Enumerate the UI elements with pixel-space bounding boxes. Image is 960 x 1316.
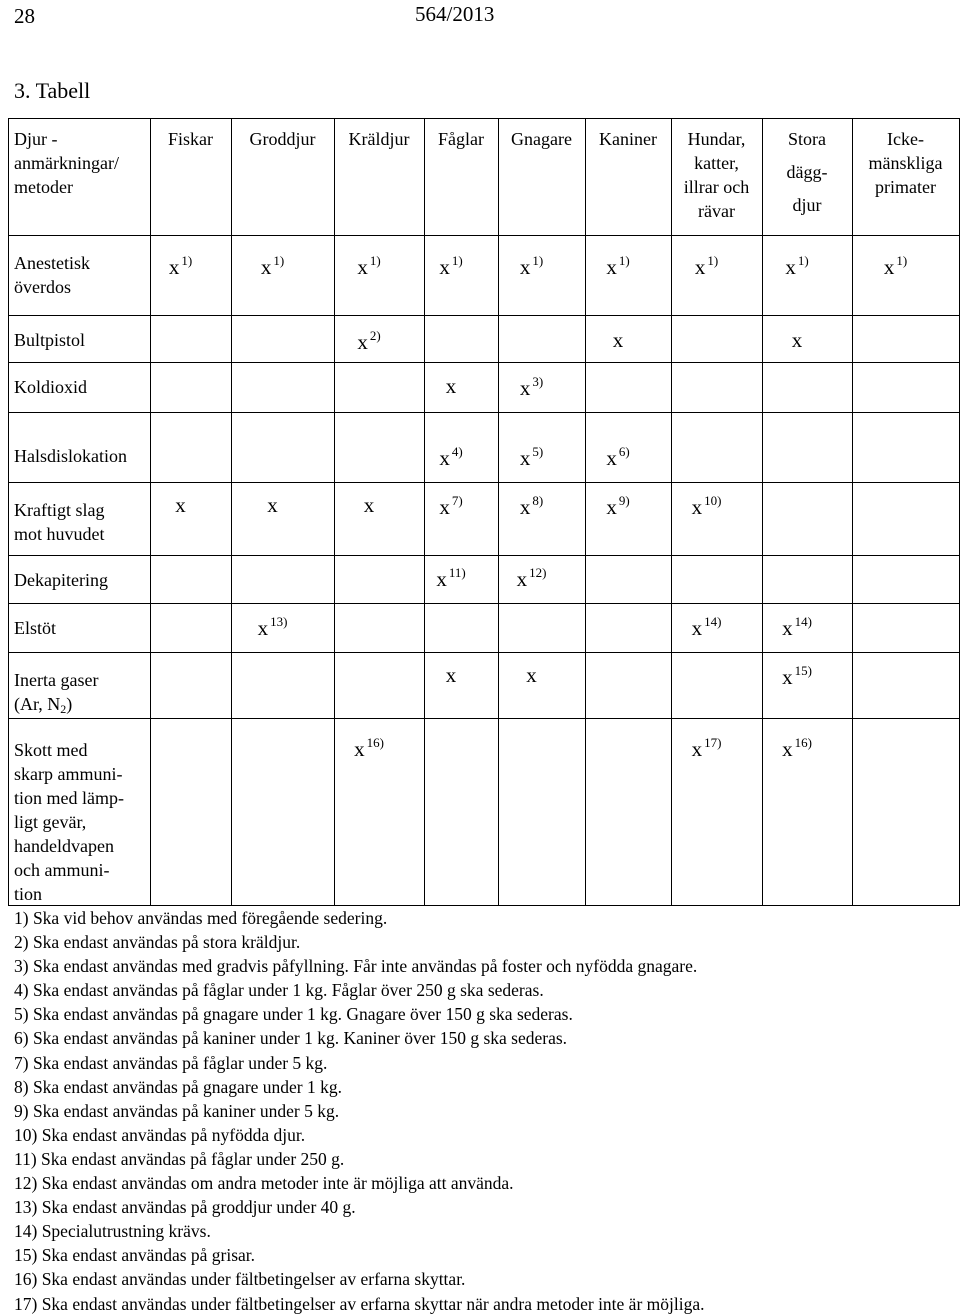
row-label: [14, 444, 127, 468]
row-label-line: [14, 834, 124, 858]
table-cell-mark: [364, 493, 375, 518]
cell-footnote-ref: 1): [707, 253, 719, 268]
table-cell-mark: [782, 735, 812, 762]
cell-mark: x: [357, 330, 368, 354]
document-reference: 564/2013: [415, 2, 495, 26]
table-cell-mark: [261, 253, 284, 280]
footnote: 7) Ska endast användas på fåglar under 5 kg.: [14, 1052, 328, 1073]
row-label-line: [14, 328, 85, 352]
table-horizontal-rule: [8, 482, 960, 483]
table-horizontal-rule: [8, 315, 960, 316]
column-header-line: katter,: [694, 153, 739, 173]
cell-mark: x: [606, 446, 617, 470]
table-cell-mark: [692, 735, 722, 762]
column-header-line: Icke-: [887, 129, 924, 149]
row-label-text: Inerta gaser: [14, 670, 99, 690]
footnote: 16) Ska endast användas under fältbetingelser av erfarna skyttar.: [14, 1269, 466, 1290]
cell-mark: x: [257, 616, 269, 640]
table-vertical-rule: [498, 118, 499, 906]
footnote: 8) Ska endast användas på gnagare under 1 kg.: [14, 1076, 343, 1097]
cell-footnote-ref: 8): [532, 493, 544, 508]
table-vertical-rule: [852, 118, 853, 906]
footnote: 5) Ska endast användas på gnagare under 1 kg. Gnagare över 150 g ska sederas.: [14, 1004, 573, 1025]
cell-footnote-ref: 1): [618, 253, 630, 268]
corner-header: [14, 127, 119, 199]
cell-mark: x: [691, 737, 703, 761]
cell-footnote-ref: 10): [704, 493, 722, 508]
row-label-text: tion med lämp-: [14, 788, 124, 808]
page-number: 28: [14, 4, 35, 28]
row-label-line: [14, 568, 108, 592]
column-header-line: Stora: [788, 129, 826, 149]
cell-footnote-ref: 1): [273, 253, 285, 268]
table-vertical-rule: [8, 118, 9, 906]
row-label-line: [14, 882, 124, 906]
column-header-line: Hundar,: [687, 129, 746, 149]
table-cell-mark: [884, 253, 907, 280]
column-header: [334, 127, 424, 151]
column-header: [424, 127, 498, 151]
row-label-line: [14, 616, 56, 640]
row-label-line: [14, 251, 90, 275]
cell-footnote-ref: 5): [532, 444, 544, 459]
column-header: [231, 127, 334, 151]
cell-mark: x: [267, 493, 278, 517]
table-cell-mark: [526, 663, 537, 688]
table-cell-mark: [258, 614, 288, 641]
column-header-line: illrar och: [683, 177, 750, 197]
row-label-text: överdos: [14, 277, 71, 297]
table-vertical-rule: [150, 118, 151, 906]
footnote: 11) Ska endast användas på fåglar under 250 g.: [14, 1148, 345, 1169]
row-label-text: mot huvudet: [14, 524, 105, 544]
table-cell-mark: [446, 374, 457, 399]
cell-footnote-ref: 4): [451, 444, 463, 459]
footnote: 15) Ska endast användas på grisar.: [14, 1245, 256, 1266]
column-header-line: Kräldjur: [348, 129, 410, 149]
cell-mark: x: [439, 446, 450, 470]
column-header-line: Fåglar: [438, 129, 484, 149]
cell-mark: x: [519, 376, 531, 400]
row-label-text: Dekapitering: [14, 570, 108, 590]
row-label: [14, 251, 90, 299]
row-label-line: [14, 692, 98, 721]
table-horizontal-rule: [8, 652, 960, 653]
cell-mark: x: [363, 493, 375, 517]
table-cell-mark: [520, 374, 543, 401]
cell-mark: x: [606, 495, 617, 519]
row-label: [14, 328, 85, 352]
footnote: 14) Specialutrustning krävs.: [14, 1221, 211, 1242]
table-cell-mark: [782, 614, 812, 641]
cell-mark: x: [691, 616, 703, 640]
cell-mark: x: [519, 255, 531, 279]
cell-footnote-ref: 6): [618, 444, 630, 459]
row-label: [14, 616, 56, 640]
column-header: [498, 127, 585, 151]
table-horizontal-rule: [8, 412, 960, 413]
row-label: [14, 568, 108, 592]
table-cell-mark: [357, 328, 380, 355]
table-cell-mark: [520, 253, 543, 280]
table-cell-mark: [606, 444, 629, 471]
footnote: 3) Ska endast användas med gradvis påfyllning. Får inte användas på foster och nyfödda gnagare.: [14, 956, 698, 977]
row-label-line: [14, 375, 87, 399]
row-label-text: Koldioxid: [14, 377, 88, 397]
footnote: 12) Ska endast användas om andra metoder inte är möjliga att använda.: [14, 1173, 514, 1194]
row-label-text: skarp ammuni-: [14, 764, 123, 784]
table-horizontal-rule: [8, 362, 960, 363]
cell-footnote-ref: 3): [532, 374, 544, 389]
row-label-text: ligt gevär,: [14, 812, 87, 832]
table-cell-mark: [175, 493, 186, 518]
row-label-text: (Ar, N: [14, 694, 61, 714]
row-label-text: Kraftigt slag: [14, 500, 105, 520]
table-cell-mark: [606, 253, 629, 280]
table-cell-mark: [692, 614, 722, 641]
cell-footnote-ref: 11): [448, 565, 466, 580]
table-horizontal-rule: [8, 555, 960, 556]
cell-footnote-ref: 2): [369, 328, 381, 343]
cell-mark: x: [519, 495, 531, 519]
cell-mark: x: [612, 328, 624, 352]
row-label-text: Halsdislokation: [14, 446, 127, 466]
table-horizontal-rule: [8, 603, 960, 604]
row-label-subscript: 2: [60, 702, 67, 716]
cell-footnote-ref: 1): [181, 253, 193, 268]
column-header-line: rävar: [698, 201, 735, 221]
table-cell-mark: [439, 253, 462, 280]
corner-header-line: Djur -: [14, 129, 58, 149]
row-label-line: [14, 738, 124, 762]
footnote: 10) Ska endast användas på nyfödda djur.: [14, 1124, 306, 1145]
row-label-text: och ammuni-: [14, 860, 110, 880]
table-cell-mark: [520, 493, 543, 520]
row-label-line: [14, 444, 127, 468]
cell-footnote-ref: 14): [794, 614, 812, 629]
table-vertical-rule: [334, 118, 335, 906]
table-cell-mark: [692, 493, 722, 520]
table-cell-mark: [446, 663, 457, 688]
row-label-line: [14, 498, 105, 522]
corner-header-line: anmärkningar/: [14, 153, 119, 173]
table-horizontal-rule: [8, 718, 960, 719]
table-cell-mark: [354, 735, 384, 762]
table-vertical-rule: [762, 118, 763, 906]
column-header-line: dägg-: [786, 162, 828, 182]
table-cell-mark: [267, 493, 278, 518]
cell-footnote-ref: 1): [532, 253, 544, 268]
cell-mark: x: [791, 328, 803, 352]
table-vertical-rule: [231, 118, 232, 906]
corner-header-line: metoder: [14, 177, 73, 197]
table-cell-mark: [613, 328, 624, 353]
row-label-line: [14, 275, 90, 299]
table-cell-mark: [695, 253, 718, 280]
cell-mark: x: [694, 255, 706, 279]
row-label: [14, 738, 124, 906]
table-cell-mark: [517, 565, 547, 592]
table-cell-mark: [606, 493, 629, 520]
footnote: 9) Ska endast användas på kaniner under 5 kg.: [14, 1100, 340, 1121]
column-header: [671, 127, 762, 223]
row-label-line: [14, 858, 124, 882]
column-header: [852, 127, 959, 199]
footnote: 2) Ska endast användas på stora kräldjur.: [14, 932, 301, 953]
cell-mark: x: [782, 665, 793, 689]
table-cell-mark: [357, 253, 380, 280]
column-header-line: primater: [875, 177, 936, 197]
cell-footnote-ref: 1): [896, 253, 908, 268]
row-label: [14, 498, 105, 546]
cell-mark: x: [439, 495, 450, 519]
row-label-line: [14, 522, 105, 546]
cell-footnote-ref: 1): [451, 253, 463, 268]
row-label-text: Anestetisk: [14, 253, 90, 273]
cell-footnote-ref: 7): [451, 493, 463, 508]
footnote: 6) Ska endast användas på kaniner under 1 kg. Kaniner över 150 g ska sederas.: [14, 1028, 568, 1049]
footnotes: [14, 906, 705, 1316]
table-cell-mark: [785, 253, 808, 280]
footnote: 1) Ska vid behov användas med föregående sedering.: [14, 908, 388, 928]
table-cell-mark: [792, 328, 803, 353]
cell-mark: x: [445, 374, 457, 398]
table-vertical-rule: [671, 118, 672, 906]
row-label-text: Bultpistol: [14, 330, 86, 350]
cell-footnote-ref: 13): [270, 614, 288, 629]
table-title: 3. Tabell: [14, 78, 91, 103]
column-header: [585, 127, 671, 151]
cell-mark: x: [782, 737, 793, 761]
cell-mark: x: [357, 255, 368, 279]
cell-mark: x: [439, 255, 450, 279]
cell-mark: x: [519, 446, 531, 470]
table-cell-mark: [436, 565, 465, 592]
cell-mark: x: [883, 255, 895, 279]
footnote: 17) Ska endast användas under fältbetingelser av erfarna skyttar när andra metoder inte är möjliga.: [14, 1293, 705, 1314]
row-label-line: [14, 762, 124, 786]
cell-mark: x: [785, 255, 796, 279]
footnote: 13) Ska endast användas på groddjur under 40 g.: [14, 1197, 356, 1218]
cell-mark: x: [526, 663, 537, 687]
row-label-text: handeldvapen: [14, 836, 114, 856]
cell-mark: x: [260, 255, 272, 279]
cell-mark: x: [606, 255, 617, 279]
table-vertical-rule: [424, 118, 425, 906]
row-label-tail: ): [66, 694, 73, 714]
cell-footnote-ref: 15): [794, 663, 812, 678]
row-label-text: tion: [14, 884, 43, 904]
row-label: [14, 375, 87, 399]
cell-mark: x: [354, 737, 365, 761]
cell-footnote-ref: 16): [794, 735, 812, 750]
row-label-line: [14, 668, 98, 692]
column-header-line: mänskliga: [868, 153, 943, 173]
table-cell-mark: [439, 493, 462, 520]
footnote: 4) Ska endast användas på fåglar under 1 kg. Fåglar över 250 g ska sederas.: [14, 980, 544, 1001]
cell-mark: x: [782, 616, 793, 640]
column-header-line: Fiskar: [168, 129, 213, 149]
cell-footnote-ref: 17): [704, 735, 722, 750]
cell-footnote-ref: 16): [366, 735, 384, 750]
table-vertical-rule: [585, 118, 586, 906]
cell-mark: x: [516, 567, 528, 591]
cell-footnote-ref: 1): [797, 253, 809, 268]
column-header: [762, 123, 852, 222]
column-header-line: Groddjur: [249, 129, 316, 149]
row-label-text: Elstöt: [14, 618, 57, 638]
cell-mark: x: [691, 495, 703, 519]
cell-footnote-ref: 14): [704, 614, 722, 629]
cell-mark: x: [175, 493, 186, 517]
column-header-line: Gnagare: [511, 129, 572, 149]
table-cell-mark: [169, 253, 192, 280]
table-horizontal-rule: [8, 235, 960, 236]
column-header-line: Kaniner: [599, 129, 657, 149]
cell-mark: x: [168, 255, 180, 279]
row-label-line: [14, 810, 124, 834]
cell-mark: x: [436, 567, 447, 591]
cell-footnote-ref: 1): [369, 253, 381, 268]
column-header-line: djur: [792, 195, 822, 215]
cell-footnote-ref: 9): [618, 493, 630, 508]
table-cell-mark: [782, 663, 812, 690]
table-horizontal-rule: [8, 118, 960, 119]
column-header: [150, 127, 231, 151]
table-cell-mark: [520, 444, 543, 471]
cell-mark: x: [445, 663, 457, 687]
table-cell-mark: [439, 444, 462, 471]
cell-footnote-ref: 12): [529, 565, 547, 580]
row-label-line: [14, 786, 124, 810]
row-label: [14, 668, 98, 721]
row-label-text: Skott med: [14, 740, 88, 760]
